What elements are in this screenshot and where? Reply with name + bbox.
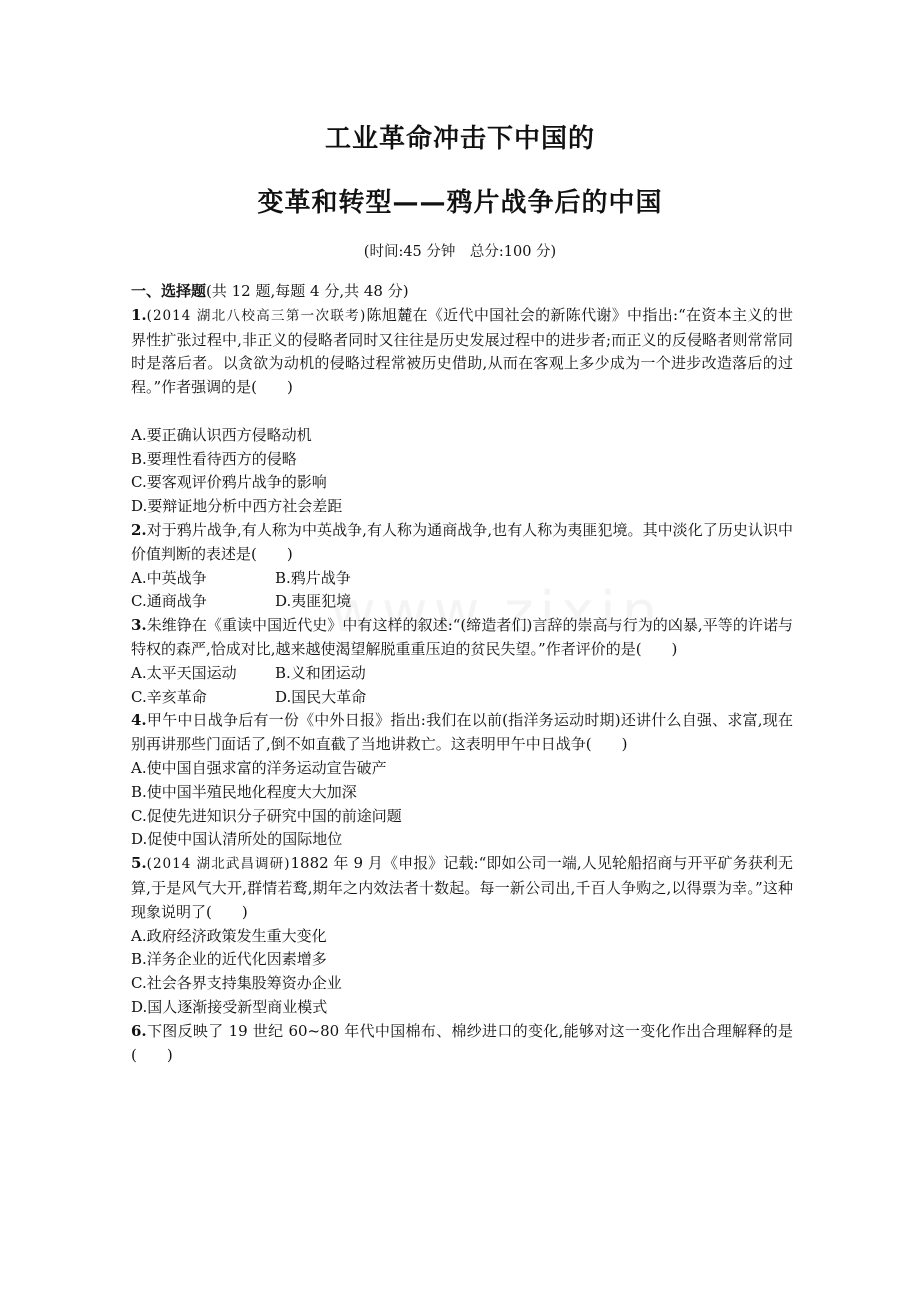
question-number: 4. xyxy=(131,711,147,730)
question-stem: 甲午中日战争后有一份《中外日报》指出:我们在以前(指洋务运动时期)还讲什么自强、求富,现在别再讲那些门面话了,倒不如直截了当地讲救亡。这表明甲午中日战争( ) xyxy=(131,711,793,754)
question-5 xyxy=(131,852,793,924)
question-number: 2. xyxy=(131,520,147,539)
option-b: B.使中国半殖民地化程度大大加深 xyxy=(131,782,357,801)
question-1 xyxy=(131,304,793,400)
question-number: 6. xyxy=(131,1021,147,1040)
option-a: A.政府经济政策发生重大变化 xyxy=(131,926,327,945)
option-d: D.国人逐渐接受新型商业模式 xyxy=(131,997,328,1016)
option-d: D.夷匪犯境 xyxy=(275,592,352,611)
option-row xyxy=(131,590,793,614)
question-number: 5. xyxy=(131,854,147,873)
exam-info: (时间:45 分钟 总分:100 分) xyxy=(363,244,557,260)
question-number: 1. xyxy=(131,305,147,324)
option-a: A.要正确认识西方侵略动机 xyxy=(131,425,312,444)
page-title-line-2: 变革和转型——鸦片战争后的中国 xyxy=(257,188,663,218)
question-2 xyxy=(131,519,793,567)
section-detail: (共 12 题,每题 4 分,共 48 分) xyxy=(206,282,409,300)
section-label: 一、选择题 xyxy=(131,282,207,300)
option-c: C.促使先进知识分子研究中国的前途问题 xyxy=(131,806,402,825)
question-6 xyxy=(131,1020,793,1068)
option-a: A.中英战争 xyxy=(131,568,207,587)
option-d: D.促使中国认清所处的国际地位 xyxy=(131,830,343,849)
option-a: A.使中国自强求富的洋务运动宣告破产 xyxy=(131,758,387,777)
option-b: B.要理性看待西方的侵略 xyxy=(131,449,297,468)
question-stem: 朱维铮在《重读中国近代史》中有这样的叙述:“(缔造者们)言辞的崇高与行为的凶暴,平等的许诺与特权的森严,恰成对比,越来越使渴望解脱重重压迫的贫民失望。”作者评价的是( ) xyxy=(131,616,793,658)
option-row xyxy=(131,567,793,591)
option-row xyxy=(131,686,793,710)
option-d: D.要辩证地分析中西方社会差距 xyxy=(131,497,343,516)
section-heading xyxy=(131,280,793,304)
page-title-line-1: 工业革命冲击下中国的 xyxy=(324,124,595,154)
option-b: B.鸦片战争 xyxy=(275,568,351,587)
question-4 xyxy=(131,709,793,757)
question-number: 3. xyxy=(131,616,147,635)
option-c: C.要客观评价鸦片战争的影响 xyxy=(131,473,327,492)
question-stem: 下图反映了 19 世纪 60~80 年代中国棉布、棉纱进口的变化,能够对这一变化作出合理解释的是( ) xyxy=(131,1021,793,1064)
option-c: C.辛亥革命 xyxy=(131,687,207,706)
question-stem: 1882 年 9 月《申报》记载:“即如公司一端,人见轮船招商与开平矿务获利无算,于是风气大开,群情若鹜,期年之内效法者十数起。每一新公司出,千百人争购之,以得票为幸。”这种现象说明了( ) xyxy=(131,854,794,921)
question-stem: 陈旭麓在《近代中国社会的新陈代谢》中指出:“在资本主义的世界性扩张过程中,非正义的侵略者同时又往往是历史发展过程中的进步者;而正义的反侵略者则常常同时是落后者。以贪欲为动机的侵略过程常被历史借助,从而在客观上多少成为一个进步改造落后的过程。”作者强调的是( ) xyxy=(131,305,793,397)
spacer xyxy=(131,400,793,424)
option-c: C.社会各界支持集股筹资办企业 xyxy=(131,974,342,993)
option-row xyxy=(131,662,793,686)
option-a: A.太平天国运动 xyxy=(131,663,237,682)
option-c: C.通商战争 xyxy=(131,592,207,611)
question-source: (2014 湖北武昌调研) xyxy=(146,856,291,873)
option-b: B.洋务企业的近代化因素增多 xyxy=(131,950,327,969)
option-b: B.义和团运动 xyxy=(275,663,366,682)
exam-content xyxy=(131,280,793,1067)
option-d: D.国民大革命 xyxy=(275,687,367,706)
question-stem: 对于鸦片战争,有人称为中英战争,有人称为通商战争,也有人称为夷匪犯境。其中淡化了历史认识中价值判断的表述是( ) xyxy=(131,520,793,563)
question-3 xyxy=(131,614,793,662)
question-source: (2014 湖北八校高三第一次联考) xyxy=(146,307,367,324)
